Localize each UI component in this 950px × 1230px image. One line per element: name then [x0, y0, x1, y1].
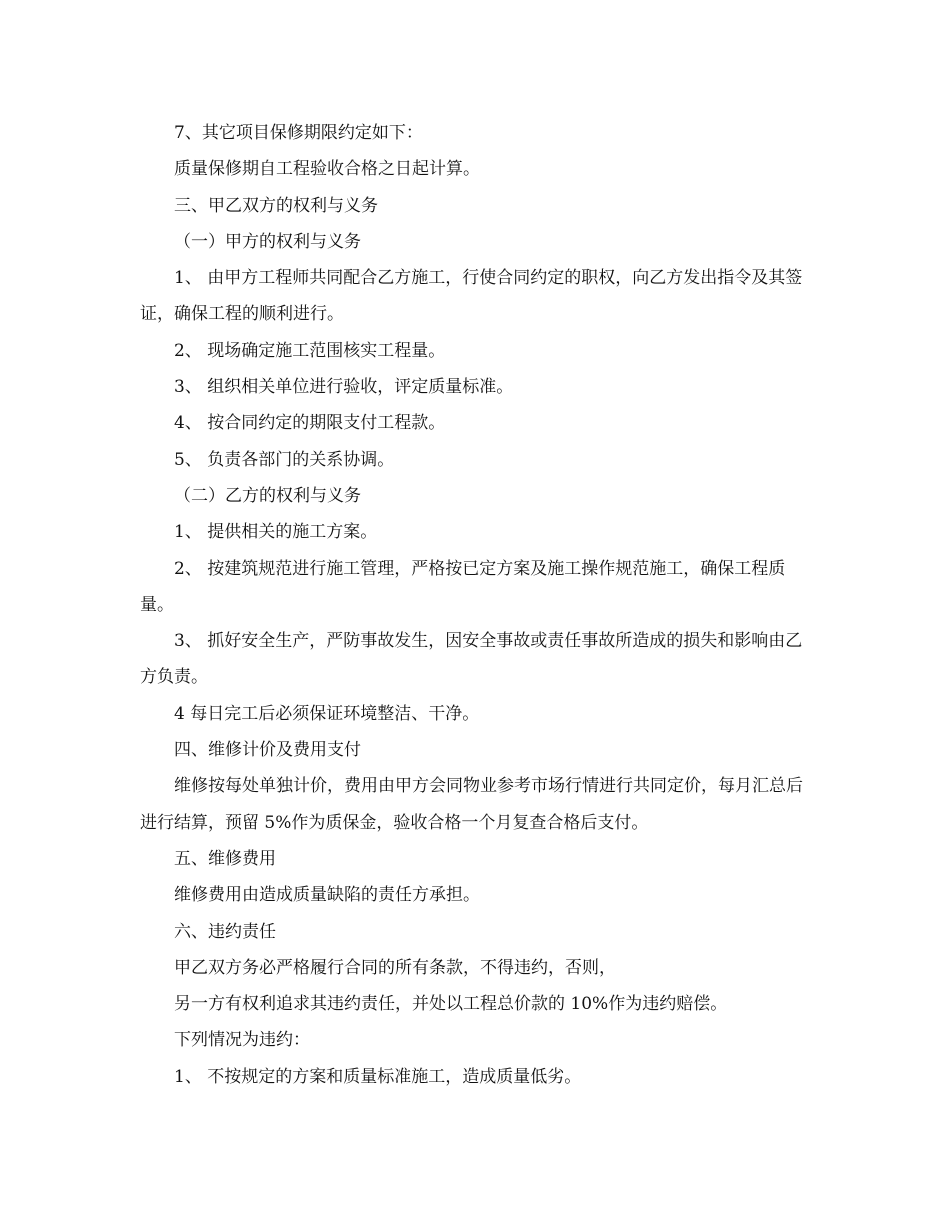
section-heading-breach: 六、违约责任	[174, 921, 276, 942]
party-b-item-2: 2、 按建筑规范进行施工管理，严格按已定方案及施工操作规范施工，确保工程质量。	[140, 558, 786, 615]
breach-paragraph-1: 甲乙双方务必严格履行合同的所有条款，不得违约，否则，	[174, 957, 616, 978]
costs-paragraph: 维修费用由造成质量缺陷的责任方承担。	[174, 885, 480, 906]
pricing-paragraph: 维修按每处单独计价，费用由甲方会同物业参考市场行情进行共同定价，每月汇总后进行结算，预留 5%作为质保金，验收合格一个月复查合格后支付。	[140, 776, 803, 833]
breach-list-intro: 下列情况为违约：	[174, 1030, 310, 1051]
party-a-item-3: 3、 组织相关单位进行验收，评定质量标准。	[174, 377, 514, 398]
party-a-item-4: 4、 按合同约定的期限支付工程款。	[174, 413, 446, 434]
clause-warranty-start: 质量保修期自工程验收合格之日起计算。	[174, 159, 480, 180]
party-a-item-1: 1、 由甲方工程师共同配合乙方施工，行使合同约定的职权，向乙方发出指令及其签证，确保工程的顺利进行。	[140, 268, 803, 325]
party-b-item-1: 1、 提供相关的施工方案。	[174, 522, 378, 543]
section-heading-costs: 五、维修费用	[174, 848, 276, 869]
section-heading-rights: 三、甲乙双方的权利与义务	[174, 195, 378, 216]
subsection-heading-party-a: （一）甲方的权利与义务	[174, 231, 361, 252]
party-a-item-2: 2、 现场确定施工范围核实工程量。	[174, 340, 446, 361]
party-b-item-3: 3、 抓好安全生产，严防事故发生，因安全事故或责任事故所造成的损失和影响由乙方负责。	[140, 631, 803, 688]
party-b-item-4: 4 每日完工后必须保证环境整洁、干净。	[174, 703, 480, 724]
breach-paragraph-2: 另一方有权利追求其违约责任，并处以工程总价款的 10%作为违约赔偿。	[174, 994, 728, 1015]
clause-warranty-other: 7、其它项目保修期限约定如下：	[174, 123, 423, 143]
subsection-heading-party-b: （二）乙方的权利与义务	[174, 485, 361, 506]
document-body	[140, 115, 810, 1095]
section-heading-pricing: 四、维修计价及费用支付	[174, 740, 361, 761]
party-a-item-5: 5、 负责各部门的关系协调。	[174, 449, 395, 470]
breach-item-1: 1、 不按规定的方案和质量标准施工，造成质量低劣。	[174, 1066, 582, 1087]
